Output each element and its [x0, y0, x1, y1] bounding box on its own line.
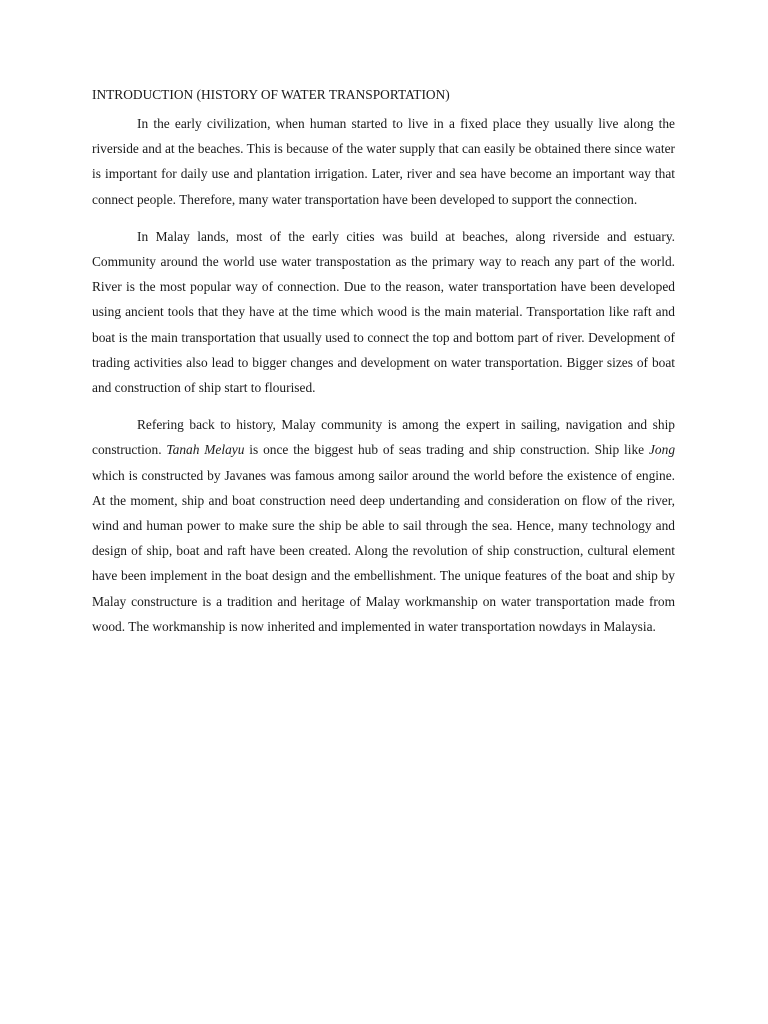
- paragraph-early-civilization: In the early civilization, when human started to live in a fixed place they usually live along the riverside and at the beaches. This is because of the water supply that can easily be obtained there since water is important for daily use and plantation irrigation. Later, river and sea have become an important way that connect people. Therefore, many water transportation have been developed to support the connection.: [92, 116, 675, 207]
- paragraph-malay-lands: In Malay lands, most of the early cities was build at beaches, along riverside and estuary. Community around the world use water transpostation as the primary way to reach any part of the world. River is the most popular way of connection. Due to the reason, water transportation have been developed using ancient tools that they have at the time which wood is the main material. Transportation like raft and boat is the main transportation that usually used to connect the top and bottom part of river. Development of trading activities also lead to bigger changes and development on water transportation. Bigger sizes of boat and construction of ship start to flourised.: [92, 228, 675, 396]
- paragraph-3-text-3: which is constructed by Javanes was famous among sailor around the world before the existence of engine. At the moment, ship and boat construction need deep undertanding and consideration on flow of the river, wind and human power to make sure the ship be able to sail through the sea. Hence, many technology and design of ship, boat and raft have been created. Along the revolution of ship construction, cultural element have been implement in the boat design and the embellishment. The unique features of the boat and ship by Malay constructure is a tradition and heritage of Malay workmanship on water transportation made from wood. The workmanship is now inherited and implemented in water transportation nowdays in Malaysia.: [92, 467, 675, 634]
- paragraph-3-text-1: Refering back to history, Malay community is among the expert in sailing, navigation and ship construction.: [92, 417, 675, 458]
- italic-term-jong: Jong: [648, 442, 676, 458]
- document-heading: INTRODUCTION (HISTORY OF WATER TRANSPORTATION): [92, 87, 450, 102]
- paragraph-3-text-2: is once the biggest hub of seas trading and ship construction. Ship like: [244, 442, 649, 458]
- paragraph-history-malay-community: [92, 412, 675, 639]
- italic-term-tanah-melayu: Tanah Melayu: [166, 442, 245, 458]
- document-body: [92, 84, 675, 651]
